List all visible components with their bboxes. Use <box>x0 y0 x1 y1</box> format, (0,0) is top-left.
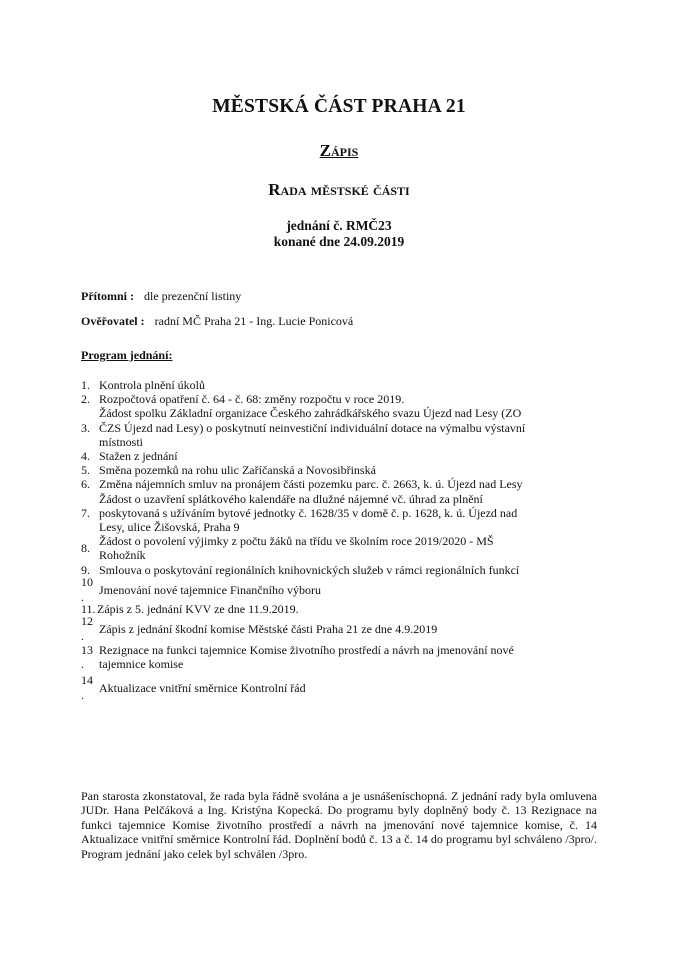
meeting-opening-paragraph: Pan starosta zkonstatoval, že rada byla řádně svolána a je usnášeníschopná. Z jednání rady byla omluvena JUDr. Hana Pelčáková a Ing. Kristýna Kopecká. Do programu byly doplněný body č. 13 Rezignace na funkci tajemnice Komise životního prostředí a návrh na jmenování nové tajemnice komise, č. 14 Aktualizace vnitřní směrnice Kontrolní řád. Doplnění bodů č. 13 a č. 14 do programu byl schváleno /3pro/. Program jednání jako celek byl schválen /3pro. <box>81 789 597 861</box>
item-number-digits: 10 <box>81 574 93 589</box>
item-text: Kontrola plnění úkolů <box>99 378 205 392</box>
present-label: Přítomni : <box>81 289 134 303</box>
item-number-dot: . <box>81 657 84 672</box>
item-number: 3. <box>81 420 90 435</box>
item-number: 9. <box>81 562 90 577</box>
program-item <box>81 463 621 477</box>
meeting-number: jednání č. RMČ23 <box>286 218 392 233</box>
program-item <box>81 477 621 491</box>
meeting-info <box>0 218 678 250</box>
item-line: poskytovaná s užíváním bytové jednotky č. 1628/35 v domě č. p. 1628, k. ú. Újezd nad <box>99 505 518 520</box>
item-number <box>81 673 93 703</box>
program-item <box>81 563 621 577</box>
program-item <box>81 534 621 562</box>
item-number: 6. <box>81 477 90 492</box>
item-number: 5. <box>81 463 90 478</box>
item-text <box>93 492 517 535</box>
program-item <box>81 449 621 463</box>
item-number: 11. <box>81 601 96 616</box>
item-text: Smlouva o poskytování regionálních knihovnických služeb v rámci regionálních funkcí <box>99 562 520 577</box>
authority-title: MĚSTSKÁ ČÁST PRAHA 21 <box>212 96 466 117</box>
item-number: 2. <box>81 392 90 407</box>
body-title: Rada městské části <box>268 180 410 199</box>
item-text: Směna pozemků na rohu ulic Zaříčanská a Novosibřinská <box>99 463 376 478</box>
item-number-dot: . <box>81 688 84 703</box>
item-line: ČZS Újezd nad Lesy) o poskytnutí neinvestiční individuální dotace na výmalbu výstavní <box>99 420 526 435</box>
program-item <box>81 492 621 535</box>
item-number-digits: 14 <box>81 673 93 688</box>
verifier-field <box>81 314 353 329</box>
item-number-dot: . <box>81 629 84 644</box>
item-text <box>93 406 525 449</box>
program-item <box>81 673 621 703</box>
program-item <box>81 406 621 449</box>
item-number <box>81 614 93 644</box>
item-text: Rozpočtová opatření č. 64 - č. 68: změny rozpočtu v roce 2019. <box>99 392 405 407</box>
item-line: Žádost o povolení výjimky z počtu žáků na třídu ve školním roce 2019/2020 - MŠ <box>99 534 494 549</box>
item-text: Jmenování nové tajemnice Finančního výboru <box>99 582 321 597</box>
item-number: 8. <box>81 541 90 556</box>
verifier-label: Ověřovatel : <box>81 314 145 328</box>
item-number: 7. <box>81 505 90 520</box>
item-text <box>93 534 494 562</box>
item-number <box>81 574 93 604</box>
present-field <box>81 289 241 304</box>
document-type-title: Zápis <box>319 141 359 160</box>
program-list <box>81 378 621 703</box>
present-value: dle prezenční listiny <box>144 289 242 303</box>
item-number-digits: 12 <box>81 614 93 629</box>
program-item <box>81 614 621 644</box>
item-line: tajemnice komise <box>99 657 184 672</box>
item-line: Lesy, ulice Žišovská, Praha 9 <box>99 520 240 535</box>
program-heading: Program jednání: <box>81 348 173 362</box>
item-line: Rohožník <box>99 548 146 563</box>
program-item <box>81 378 621 392</box>
item-number <box>81 643 93 671</box>
program-item <box>81 392 621 406</box>
meeting-date: konané dne 24.09.2019 <box>273 234 405 249</box>
verifier-value: radní MČ Praha 21 - Ing. Lucie Ponicová <box>154 314 354 328</box>
item-text: Zápis z jednání škodní komise Městské části Praha 21 ze dne 4.9.2019 <box>99 622 438 637</box>
item-line: Žádost spolku Základní organizace Českého zahrádkářského svazu Újezd nad Lesy (ZO <box>99 406 522 421</box>
item-text <box>93 643 514 671</box>
item-line: Žádost o uzavření splátkového kalendáře na dlužné nájemné vč. úhrad za plnění <box>99 491 483 506</box>
item-text: Stažen z jednání <box>99 449 178 464</box>
program-item <box>81 602 621 616</box>
item-number: 4. <box>81 449 90 464</box>
item-text: Aktualizace vnitřní směrnice Kontrolní řád <box>99 681 306 696</box>
item-text: Změna nájemních smluv na pronájem části pozemku parc. č. 2663, k. ú. Újezd nad Lesy <box>99 477 523 492</box>
item-text: Zápis z 5. jednání KVV ze dne 11.9.2019. <box>97 601 299 616</box>
program-item <box>81 574 621 604</box>
item-line: místnosti <box>99 434 144 449</box>
item-number: 1. <box>81 378 90 392</box>
item-line: Rezignace na funkci tajemnice Komise životního prostředí a návrh na jmenování nové <box>99 643 514 658</box>
item-number-dot: . <box>81 589 84 604</box>
program-item <box>81 643 621 671</box>
item-number-digits: 13 <box>81 643 93 658</box>
